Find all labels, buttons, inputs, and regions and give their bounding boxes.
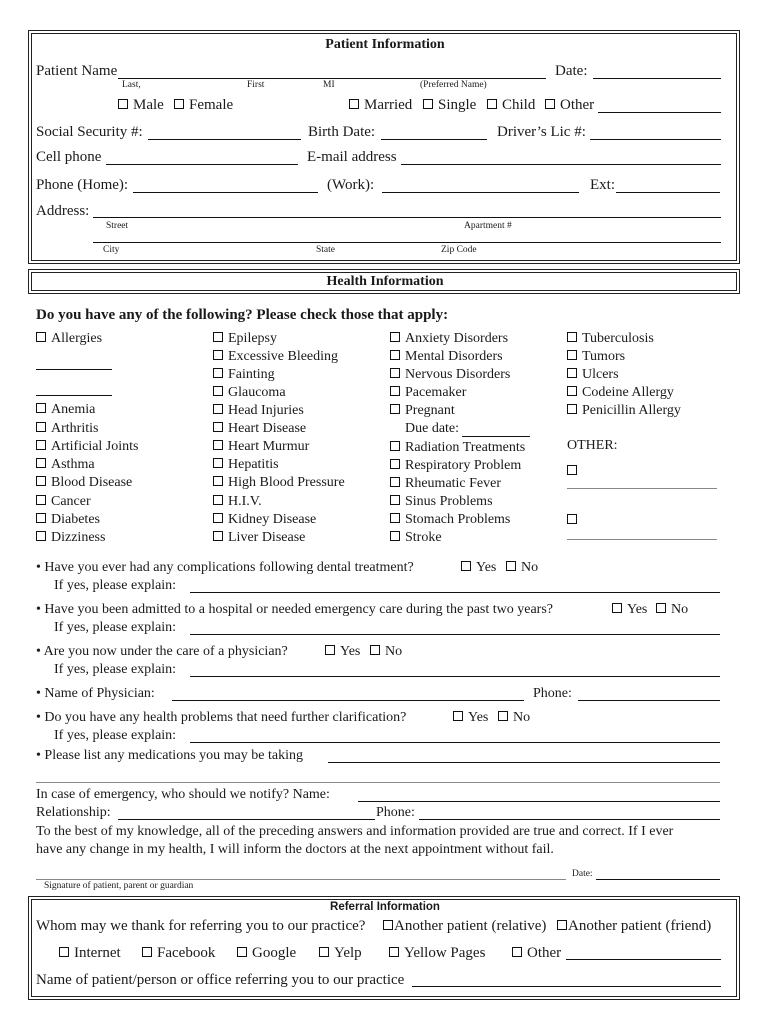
patient-info-frame-inner xyxy=(31,33,737,261)
ext-field[interactable] xyxy=(616,192,720,193)
condition-cancer[interactable] xyxy=(36,494,91,510)
address-label: Address: xyxy=(36,203,90,219)
source-other-label: Other xyxy=(527,945,562,961)
other-option[interactable] xyxy=(545,97,594,114)
condition-respiratory-problem[interactable] xyxy=(390,458,521,474)
condition-checkbox[interactable] xyxy=(390,386,400,396)
condition-label: Stomach Problems xyxy=(405,512,511,527)
condition-heart-murmur[interactable] xyxy=(213,439,309,455)
condition-label: Anemia xyxy=(51,402,96,417)
q6-text: • Please list any medications you may be taking xyxy=(36,748,303,763)
condition-checkbox[interactable] xyxy=(390,495,400,505)
condition-mental-disorders[interactable] xyxy=(390,349,503,365)
attestation-line-2: have any change in my health, I will inform the doctors at the next appointment without fail. xyxy=(36,842,554,857)
condition-checkbox[interactable] xyxy=(390,477,400,487)
signature-date-label: Date: xyxy=(572,869,593,879)
email-field[interactable] xyxy=(401,164,721,165)
condition-label: Cancer xyxy=(51,494,91,509)
ssn-field[interactable] xyxy=(148,139,301,140)
condition-checkbox[interactable] xyxy=(213,332,223,342)
condition-hepatitis[interactable] xyxy=(213,457,279,473)
condition-checkbox[interactable] xyxy=(36,458,46,468)
condition-label: Head Injuries xyxy=(228,403,304,418)
sub-street: Street xyxy=(106,221,129,231)
condition-label: Stroke xyxy=(405,530,442,545)
other-label: Other xyxy=(560,97,595,113)
single-checkbox[interactable] xyxy=(423,99,433,109)
condition-checkbox[interactable] xyxy=(213,368,223,378)
condition-label: Rheumatic Fever xyxy=(405,476,502,491)
q1-yes-label: Yes xyxy=(476,560,497,575)
other-checkbox-2[interactable] xyxy=(567,511,582,529)
emergency-phone-label: Phone: xyxy=(376,805,415,820)
patient-name-field[interactable] xyxy=(118,78,546,79)
source-other-field[interactable] xyxy=(566,959,721,960)
condition-label: Hepatitis xyxy=(228,457,279,472)
date-field[interactable] xyxy=(593,78,721,79)
referral-opt-relative-label: Another patient (relative) xyxy=(394,918,547,934)
condition-label: Sinus Problems xyxy=(405,494,493,509)
source-google-label: Google xyxy=(252,945,297,961)
condition-blood-disease[interactable] xyxy=(36,475,132,491)
condition-high-blood-pressure[interactable] xyxy=(213,475,345,491)
condition-label: H.I.V. xyxy=(228,494,262,509)
condition-label: Pregnant xyxy=(405,403,455,418)
condition-checkbox[interactable] xyxy=(36,440,46,450)
sub-last: Last, xyxy=(122,80,141,90)
condition-label: Codeine Allergy xyxy=(582,385,674,400)
condition-arthritis[interactable] xyxy=(36,421,98,437)
referral-opt-friend-label: Another patient (friend) xyxy=(568,918,712,934)
condition-checkbox[interactable] xyxy=(36,513,46,523)
condition-asthma[interactable] xyxy=(36,457,95,473)
q5-explain-label: If yes, please explain: xyxy=(54,728,177,743)
health-info-title: Health Information xyxy=(326,274,444,289)
sub-city: City xyxy=(103,245,120,255)
child-label: Child xyxy=(502,97,536,113)
address-street-field[interactable] xyxy=(93,217,721,218)
q5-text: • Do you have any health problems that need further clarification? xyxy=(36,710,407,725)
other-field[interactable] xyxy=(598,112,721,113)
other-field-1[interactable] xyxy=(567,488,717,489)
physician-phone-field[interactable] xyxy=(578,700,720,701)
medications-field-2[interactable] xyxy=(36,782,720,783)
condition-checkbox[interactable] xyxy=(213,476,223,486)
condition-anemia[interactable] xyxy=(36,402,95,418)
q2-yes-label: Yes xyxy=(627,602,648,617)
condition-checkbox[interactable] xyxy=(567,332,577,342)
dl-field[interactable] xyxy=(590,139,721,140)
relationship-field[interactable] xyxy=(118,819,375,820)
condition-radiation-treatments[interactable] xyxy=(390,440,525,456)
male-checkbox[interactable] xyxy=(118,99,128,109)
condition-pacemaker[interactable] xyxy=(390,385,466,401)
patient-name-label: Patient Name xyxy=(36,63,118,79)
source-other[interactable] xyxy=(512,945,561,962)
condition-checkbox[interactable] xyxy=(390,513,400,523)
condition-label: Penicillin Allergy xyxy=(582,403,681,418)
condition-sinus-problems[interactable] xyxy=(390,494,493,510)
referral-question: Whom may we thank for referring you to our practice? xyxy=(36,918,366,934)
ext-label: Ext: xyxy=(590,177,615,193)
female-option[interactable] xyxy=(174,97,233,114)
condition-epilepsy[interactable] xyxy=(213,331,277,347)
signature-label: Signature of patient, parent or guardian xyxy=(44,881,194,891)
other-field-2[interactable] xyxy=(567,539,717,540)
condition-checkbox[interactable] xyxy=(567,350,577,360)
condition-kidney-disease[interactable] xyxy=(213,512,316,528)
q2-text: • Have you been admitted to a hospital or needed emergency care during the past two years? xyxy=(36,602,554,617)
condition-checkbox[interactable] xyxy=(390,531,400,541)
cell-label: Cell phone xyxy=(36,149,102,165)
condition-checkbox[interactable] xyxy=(390,404,400,414)
sub-mi: MI xyxy=(323,80,335,90)
condition-checkbox[interactable] xyxy=(213,458,223,468)
other-heading: OTHER: xyxy=(567,438,618,453)
condition-label: Anxiety Disorders xyxy=(405,331,509,346)
condition-label: Tumors xyxy=(582,349,626,364)
q3-yes[interactable] xyxy=(325,644,360,660)
condition-checkbox[interactable] xyxy=(213,495,223,505)
condition-checkbox[interactable] xyxy=(36,476,46,486)
condition-label: Asthma xyxy=(51,457,95,472)
q3-no[interactable] xyxy=(370,644,402,660)
q1-no-label: No xyxy=(521,560,539,575)
referrer-name-field[interactable] xyxy=(412,986,721,987)
relationship-label: Relationship: xyxy=(36,805,111,820)
condition-label: Arthritis xyxy=(51,421,99,436)
condition-tuberculosis[interactable] xyxy=(567,331,654,347)
condition-liver-disease[interactable] xyxy=(213,530,305,546)
source-internet-label: Internet xyxy=(74,945,121,961)
condition-label: Dizziness xyxy=(51,530,106,545)
attestation-line-1: To the best of my knowledge, all of the preceding answers and information provided are true and correct. If I ever xyxy=(36,824,674,839)
condition-checkbox[interactable] xyxy=(390,350,400,360)
source-yelp-label: Yelp xyxy=(334,945,362,961)
q5-explain-field[interactable] xyxy=(190,742,720,743)
condition-label: Nervous Disorders xyxy=(405,367,511,382)
condition-checkbox[interactable] xyxy=(567,404,577,414)
married-option[interactable] xyxy=(349,97,412,114)
condition-head-injuries[interactable] xyxy=(213,403,304,419)
married-checkbox[interactable] xyxy=(349,99,359,109)
other-checkbox[interactable] xyxy=(545,99,555,109)
female-label: Female xyxy=(189,97,234,113)
sub-apartment: Apartment # xyxy=(464,221,512,231)
dl-label: Driver’s Lic #: xyxy=(497,124,586,140)
conditions-question: Do you have any of the following? Please check those that apply: xyxy=(36,307,449,323)
condition-dizziness[interactable] xyxy=(36,530,105,546)
condition-checkbox[interactable] xyxy=(36,332,46,342)
work-phone-label: (Work): xyxy=(327,177,375,193)
condition-label: Heart Murmur xyxy=(228,439,310,454)
source-yellow-pages-label: Yellow Pages xyxy=(404,945,486,961)
condition-label: Glaucoma xyxy=(228,385,286,400)
condition-label: Respiratory Problem xyxy=(405,458,522,473)
physician-name-field[interactable] xyxy=(172,700,524,701)
condition-nervous-disorders[interactable] xyxy=(390,367,510,383)
home-phone-field[interactable] xyxy=(133,192,318,193)
q4-text: • Name of Physician: xyxy=(36,686,155,701)
condition-heart-disease[interactable] xyxy=(213,421,306,437)
q3-explain-label: If yes, please explain: xyxy=(54,662,177,677)
condition-checkbox[interactable] xyxy=(36,531,46,541)
address-city-field[interactable] xyxy=(93,242,721,243)
referral-title: Referral Information xyxy=(330,901,440,913)
q5-no[interactable] xyxy=(498,710,530,726)
married-label: Married xyxy=(364,97,413,113)
source-facebook-label: Facebook xyxy=(157,945,216,961)
q3-yes-label: Yes xyxy=(340,644,361,659)
q1-explain-label: If yes, please explain: xyxy=(54,578,177,593)
single-option[interactable] xyxy=(423,97,476,114)
condition-h-i-v[interactable] xyxy=(213,494,262,510)
condition-penicillin-allergy[interactable] xyxy=(567,403,681,419)
patient-info-title: Patient Information xyxy=(325,37,445,52)
condition-fainting[interactable] xyxy=(213,367,275,383)
condition-checkbox[interactable] xyxy=(390,368,400,378)
condition-ulcers[interactable] xyxy=(567,367,619,383)
condition-label: Epilepsy xyxy=(228,331,277,346)
q1-explain-field[interactable] xyxy=(190,592,720,593)
q1-text: • Have you ever had any complications following dental treatment? xyxy=(36,560,414,575)
condition-label: Heart Disease xyxy=(228,421,307,436)
emergency-name-field[interactable] xyxy=(358,801,720,802)
condition-label: Tuberculosis xyxy=(582,331,654,346)
due-date-label: Due date: xyxy=(405,421,460,436)
signature-date-field[interactable] xyxy=(596,879,720,880)
q1-yes[interactable] xyxy=(461,560,496,576)
female-checkbox[interactable] xyxy=(174,99,184,109)
condition-label: Artificial Joints xyxy=(51,439,139,454)
condition-checkbox[interactable] xyxy=(213,513,223,523)
condition-tumors[interactable] xyxy=(567,349,625,365)
condition-checkbox[interactable] xyxy=(213,404,223,414)
condition-rheumatic-fever[interactable] xyxy=(390,476,501,492)
condition-stomach-problems[interactable] xyxy=(390,512,510,528)
condition-checkbox[interactable] xyxy=(213,350,223,360)
q2-no-label: No xyxy=(671,602,689,617)
condition-checkbox[interactable] xyxy=(36,403,46,413)
condition-label: Radiation Treatments xyxy=(405,440,526,455)
condition-label: Diabetes xyxy=(51,512,100,527)
source-facebook[interactable] xyxy=(142,945,215,962)
due-date-field[interactable] xyxy=(462,436,530,437)
medications-field-1[interactable] xyxy=(328,762,720,763)
condition-checkbox[interactable] xyxy=(390,441,400,451)
condition-codeine-allergy[interactable] xyxy=(567,385,674,401)
emergency-phone-field[interactable] xyxy=(419,819,720,820)
condition-checkbox[interactable] xyxy=(567,386,577,396)
ssn-label: Social Security #: xyxy=(36,124,143,140)
allergies-field-1[interactable] xyxy=(36,369,112,370)
condition-allergies[interactable] xyxy=(36,331,102,347)
source-google[interactable] xyxy=(237,945,296,962)
email-label: E-mail address xyxy=(307,149,397,165)
condition-label: Ulcers xyxy=(582,367,619,382)
birth-field[interactable] xyxy=(381,139,487,140)
q3-text: • Are you now under the care of a physician? xyxy=(36,644,288,659)
condition-checkbox[interactable] xyxy=(390,332,400,342)
referrer-name-label: Name of patient/person or office referring you to our practice xyxy=(36,972,405,988)
source-internet[interactable] xyxy=(59,945,121,962)
condition-pregnant[interactable] xyxy=(390,403,455,419)
referral-opt-relative[interactable] xyxy=(383,918,546,935)
condition-label: Blood Disease xyxy=(51,475,133,490)
q5-no-label: No xyxy=(513,710,531,725)
condition-label: Fainting xyxy=(228,367,275,382)
sub-state: State xyxy=(316,245,335,255)
male-label: Male xyxy=(133,97,164,113)
condition-label: High Blood Pressure xyxy=(228,475,345,490)
source-yelp[interactable] xyxy=(319,945,362,962)
q3-no-label: No xyxy=(385,644,403,659)
condition-label: Excessive Bleeding xyxy=(228,349,339,364)
condition-stroke[interactable] xyxy=(390,530,442,546)
child-option[interactable] xyxy=(487,97,535,114)
q1-no[interactable] xyxy=(506,560,538,576)
signature-field[interactable] xyxy=(36,879,566,880)
condition-excessive-bleeding[interactable] xyxy=(213,349,338,365)
condition-checkbox[interactable] xyxy=(213,386,223,396)
condition-checkbox[interactable] xyxy=(213,422,223,432)
q5-yes-label: Yes xyxy=(468,710,489,725)
sub-zip: Zip Code xyxy=(441,245,477,255)
condition-checkbox[interactable] xyxy=(213,531,223,541)
condition-label: Kidney Disease xyxy=(228,512,317,527)
q2-yes[interactable] xyxy=(612,602,647,618)
cell-field[interactable] xyxy=(106,164,298,165)
sub-preferred: (Preferred Name) xyxy=(420,80,487,90)
allergies-field-2[interactable] xyxy=(36,395,112,396)
q3-explain-field[interactable] xyxy=(190,676,720,677)
q2-explain-label: If yes, please explain: xyxy=(54,620,177,635)
condition-checkbox[interactable] xyxy=(390,459,400,469)
condition-label: Mental Disorders xyxy=(405,349,503,364)
condition-checkbox[interactable] xyxy=(36,422,46,432)
child-checkbox[interactable] xyxy=(487,99,497,109)
condition-label: Pacemaker xyxy=(405,385,467,400)
sub-first: First xyxy=(247,80,265,90)
source-yellow-pages[interactable] xyxy=(389,945,485,962)
condition-checkbox[interactable] xyxy=(213,440,223,450)
condition-label: Liver Disease xyxy=(228,530,306,545)
single-label: Single xyxy=(438,97,477,113)
emergency-label: In case of emergency, who should we notify? Name: xyxy=(36,787,330,802)
date-label: Date: xyxy=(555,63,588,79)
male-option[interactable] xyxy=(118,97,164,114)
work-phone-field[interactable] xyxy=(382,192,579,193)
home-phone-label: Phone (Home): xyxy=(36,177,129,193)
birth-label: Birth Date: xyxy=(308,124,376,140)
q2-explain-field[interactable] xyxy=(190,634,720,635)
other-checkbox-1[interactable] xyxy=(567,462,582,480)
referral-opt-friend[interactable] xyxy=(557,918,711,935)
condition-glaucoma[interactable] xyxy=(213,385,286,401)
condition-diabetes[interactable] xyxy=(36,512,100,528)
condition-checkbox[interactable] xyxy=(567,368,577,378)
condition-checkbox[interactable] xyxy=(36,495,46,505)
condition-artificial-joints[interactable] xyxy=(36,439,139,455)
condition-label: Allergies xyxy=(51,331,103,346)
q5-yes[interactable] xyxy=(453,710,488,726)
condition-anxiety-disorders[interactable] xyxy=(390,331,508,347)
physician-phone-label: Phone: xyxy=(533,686,572,701)
q2-no[interactable] xyxy=(656,602,688,618)
